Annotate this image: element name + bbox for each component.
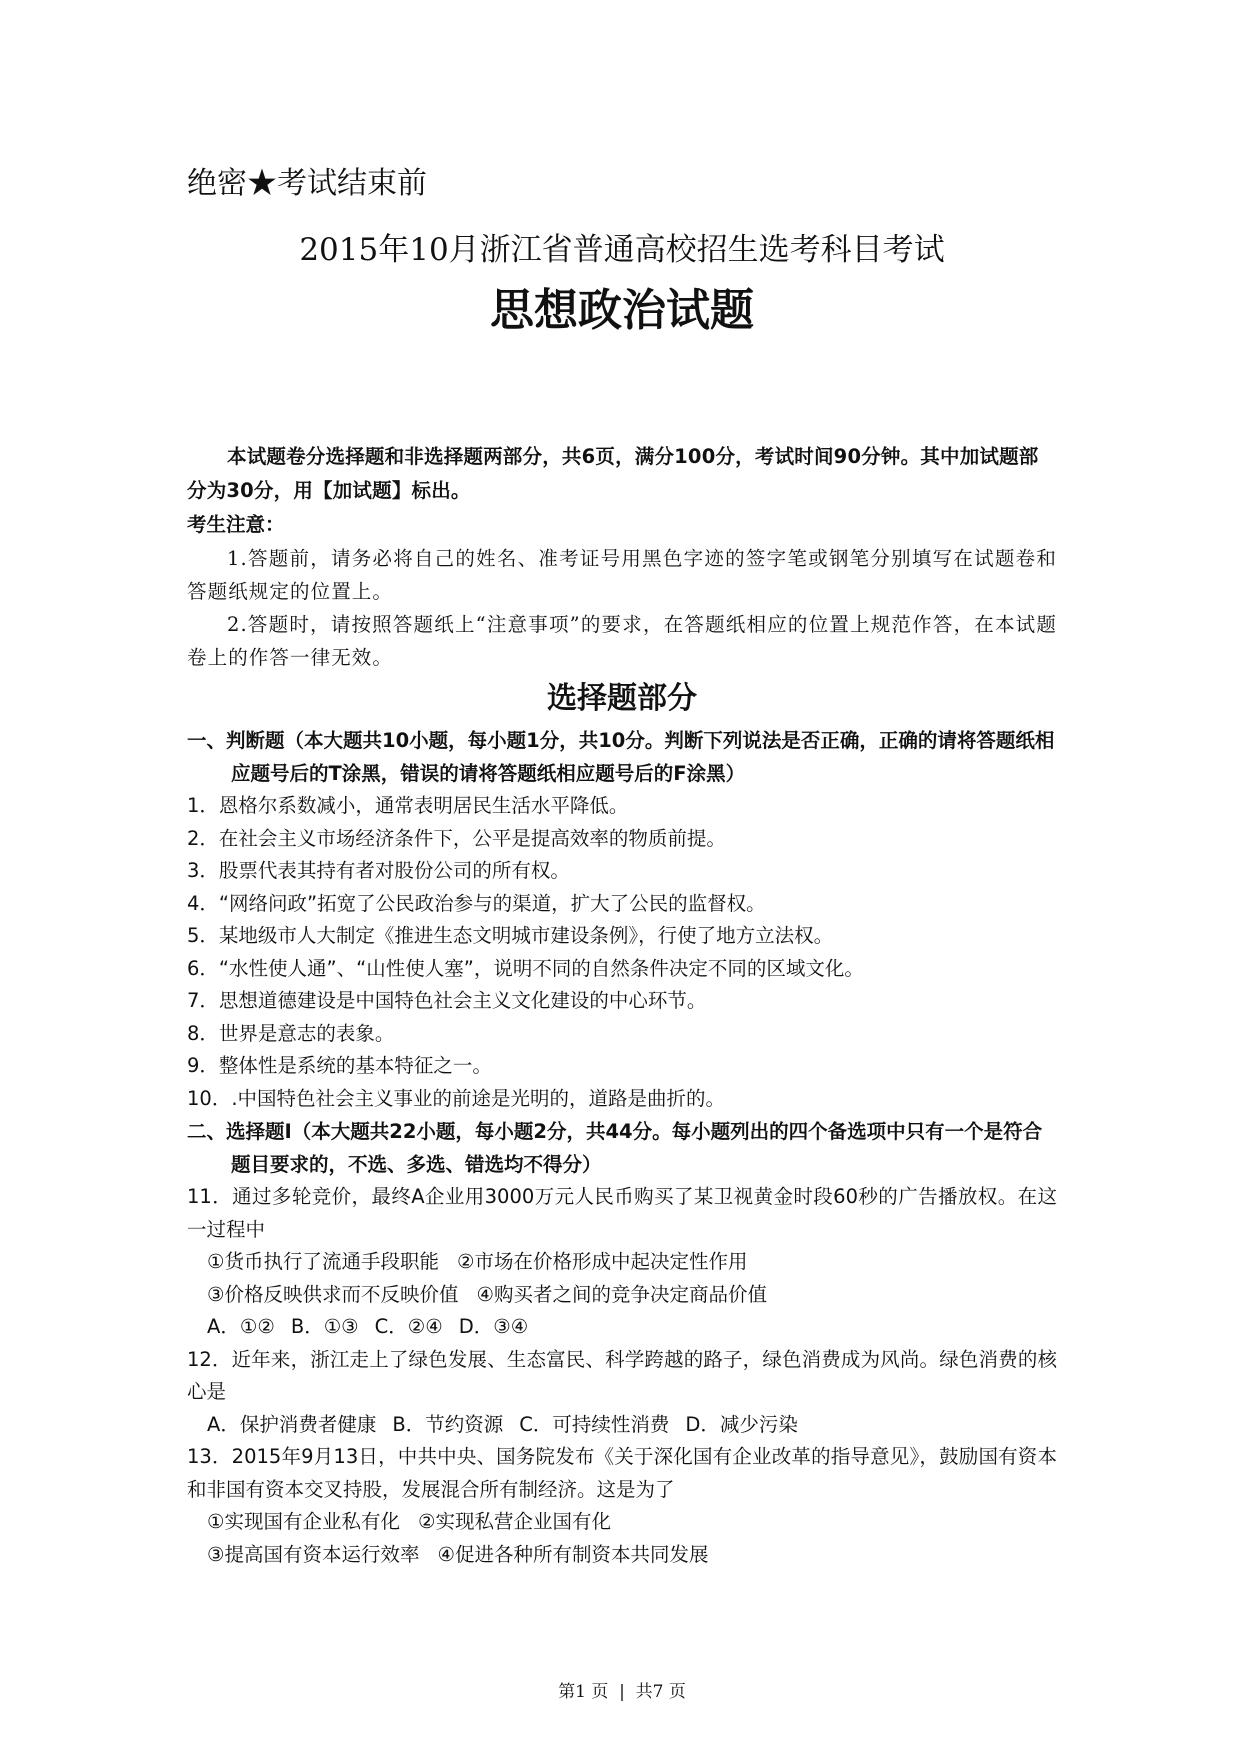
choice-c: C．②④	[374, 1315, 443, 1338]
choice-d: D．减少污染	[685, 1412, 798, 1436]
choice-a: A．①②	[207, 1315, 275, 1338]
statement: ①实现国有企业私有化	[207, 1510, 400, 1533]
judgement-question: 9．整体性是系统的基本特征之一。	[187, 1054, 492, 1077]
choice-c: C．可持续性消费	[519, 1412, 670, 1436]
section-title: 选择题部分	[547, 681, 697, 716]
notice-item: 1.答题前，请务必将自己的姓名、准考证号用黑色字迹的签字笔或钢笔分别填写在试题卷和答题纸规定的位置上。	[187, 547, 1057, 603]
confidential-mark: 绝密★考试结束前	[187, 166, 427, 201]
judgement-question: 8．世界是意志的表象。	[187, 1021, 395, 1045]
notice-item: 2.答题时，请按照答题纸上“注意事项”的要求，在答题纸相应的位置上规范作答，在本试题卷上的作答一律无效。	[187, 613, 1057, 669]
question-11-statements-row	[187, 1279, 1057, 1312]
judgement-question: 10．.中国特色社会主义事业的前途是光明的，道路是曲折的。	[187, 1086, 726, 1110]
exam-title: 2015年10月浙江省普通高校招生选考科目考试	[299, 232, 945, 268]
question-13-statements-row	[187, 1506, 1057, 1539]
choice-a: A．保护消费者健康	[207, 1412, 377, 1436]
statement: ②市场在价格形成中起决定性作用	[456, 1250, 748, 1273]
question-11-statements-row	[187, 1246, 1057, 1279]
statement: ②实现私营企业国有化	[417, 1510, 611, 1533]
intro-paragraph: 本试题卷分选择题和非选择题两部分，共6页，满分100分，考试时间90分钟。其中加试题部分为30分，用【加试题】标出。	[187, 445, 1039, 502]
subject-title: 思想政治试题	[490, 285, 754, 336]
judgement-question: 1．恩格尔系数减小，通常表明居民生活水平降低。	[187, 794, 629, 817]
judgement-question: 7．思想道德建设是中国特色社会主义文化建设的中心环节。	[187, 989, 707, 1012]
statement: ④购买者之间的竞争决定商品价值	[476, 1282, 767, 1306]
statement: ④促进各种所有制资本共同发展	[437, 1542, 709, 1566]
statement: ③提高国有资本运行效率	[207, 1542, 420, 1566]
exam-page	[187, 0, 1057, 1754]
question-12-choices	[187, 1409, 1057, 1442]
question-11-stem: 11．通过多轮竞价，最终A企业用3000万元人民币购买了某卫视黄金时段60秒的广告播放权。在这一过程中	[187, 1185, 1057, 1241]
judgement-question: 3．股票代表其持有者对股份公司的所有权。	[187, 859, 570, 882]
choice-b: B．①③	[290, 1315, 359, 1338]
question-11-choices	[187, 1311, 1057, 1344]
statement: ①货币执行了流通手段职能	[207, 1250, 439, 1273]
page-footer: 第1 页 | 共7 页	[558, 1682, 686, 1702]
choice-d: D．③④	[458, 1315, 529, 1338]
judgement-question: 2．在社会主义市场经济条件下，公平是提高效率的物质前提。	[187, 826, 726, 850]
judgement-question: 5．某地级市人大制定《推进生态文明城市建设条例》，行使了地方立法权。	[187, 924, 834, 947]
choice-b: B．节约资源	[392, 1412, 504, 1436]
question-12-stem: 12．近年来，浙江走上了绿色发展、生态富民、科学跨越的路子，绿色消费成为风尚。绿色消费的核心是	[187, 1347, 1057, 1403]
part1-heading: 一、判断题（本大题共10小题，每小题1分，共10分。判断下列说法是否正确，正确的请将答题纸相应题号后的T涂黑，错误的请将答题纸相应题号后的F涂黑）	[187, 729, 1055, 785]
part2-heading: 二、选择题Ⅰ（本大题共22小题，每小题2分，共44分。每小题列出的四个备选项中只有一个是符合题目要求的，不选、多选、错选均不得分）	[187, 1120, 1043, 1176]
notice-title: 考生注意：	[187, 513, 285, 536]
judgement-question: 6．“水性使人通”、“山性使人塞”，说明不同的自然条件决定不同的区域文化。	[187, 956, 864, 980]
judgement-question: 4．“网络问政”拓宽了公民政治参与的渠道，扩大了公民的监督权。	[187, 891, 766, 915]
statement: ③价格反映供求而不反映价值	[207, 1282, 459, 1306]
question-13-stem: 13．2015年9月13日，中共中央、国务院发布《关于深化国有企业改革的指导意见》，鼓励国有资本和非国有资本交叉持股，发展混合所有制经济。这是为了	[187, 1445, 1057, 1501]
question-13-statements-row	[187, 1539, 1057, 1572]
exam-body	[187, 440, 1057, 1571]
